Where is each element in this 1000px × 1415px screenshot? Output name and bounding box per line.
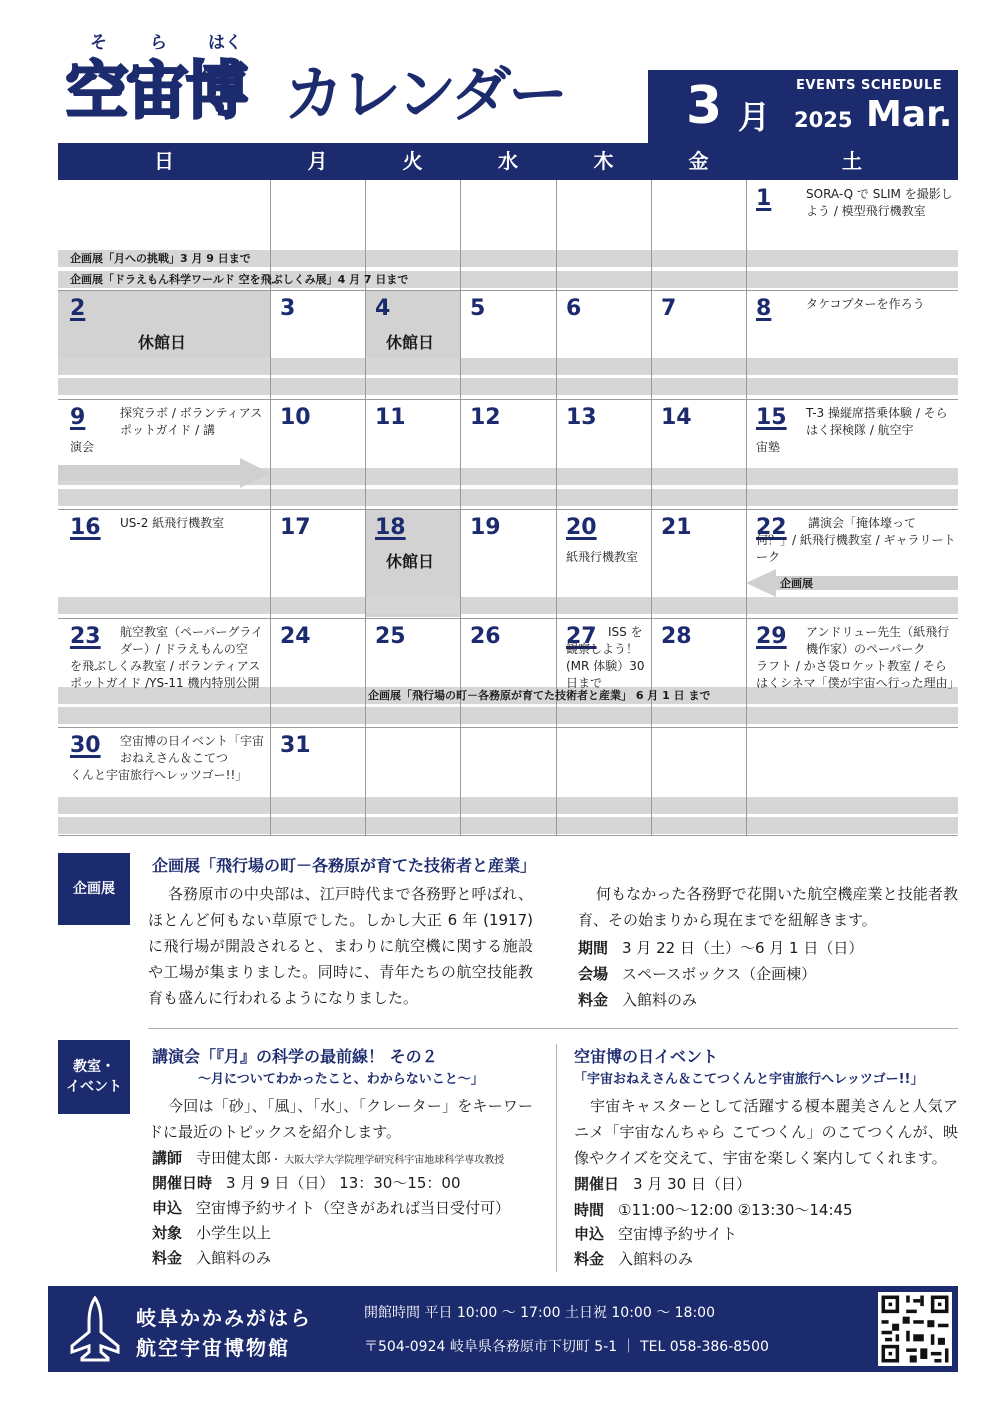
ruby-ra: ら <box>150 33 167 53</box>
day-24: 24 <box>280 624 311 649</box>
lecture-subtitle: ～月についてわかったこと、わからないこと～」 <box>198 1072 484 1087</box>
day-18: 18 <box>375 515 406 540</box>
event-30: 空宙博の日イベント「宇宙おねえさん＆こてつ <box>120 734 265 765</box>
month-english: Mar. <box>866 94 953 135</box>
lecture-target <box>152 1221 271 1245</box>
calendar-grid <box>58 180 958 836</box>
sorahaku-day-fee-value: 入館料のみ <box>618 1250 694 1268</box>
sorahaku-day-description: 宇宙キャスターとして活躍する榎本麗美さんと人気アニメ「宇宙なんちゃら こてつくん」のこてつくんが、映像やクイズを交えて、宇宙を楽しく案内してくれます。 <box>574 1097 958 1167</box>
grid-line <box>58 727 958 728</box>
exhibit-period <box>578 936 863 960</box>
ruby-haku: はく <box>208 33 242 53</box>
month-kanji: 月 <box>738 98 771 136</box>
museum-logo-icon <box>66 1296 124 1362</box>
day-6: 6 <box>566 296 582 321</box>
exhibit-period-value: 3 月 22 日（土）～6 月 1 日（日） <box>622 939 864 957</box>
weekday-sun: 日 <box>154 149 174 173</box>
weekday-fri: 金 <box>688 149 709 173</box>
sorahaku-day-apply-label: 申込 <box>574 1225 605 1243</box>
event-30-cont: くんと宇宙旅行へレッツゴー!!」 <box>70 768 248 782</box>
column-divider <box>556 1044 557 1272</box>
event-27: ISS を観察しよう！(MR 体験）30 日まで <box>566 625 645 690</box>
day-3: 3 <box>280 296 296 321</box>
lecture-target-label: 対象 <box>152 1224 183 1242</box>
day-5: 5 <box>470 296 486 321</box>
lecture-target-value: 小学生以上 <box>196 1224 272 1242</box>
day-21: 21 <box>661 515 692 540</box>
day-8: 8 <box>756 296 772 321</box>
day-13: 13 <box>566 405 597 430</box>
strip-exhibit-doraemon: 企画展「ドラえもん科学ワールド 空を飛ぶしくみ展」4 月 7 日まで <box>70 273 409 286</box>
exhibit-arrow-left-icon <box>746 569 958 597</box>
sorahaku-day-subtitle: 「宇宙おねえさん＆こてつくんと宇宙旅行へレッツゴー!!」 <box>574 1072 924 1087</box>
lecture-speaker-name: 寺田健太郎 <box>196 1149 272 1167</box>
event-9-cont: 演会 <box>70 440 95 454</box>
lecture-speaker-label: 講師 <box>152 1149 183 1167</box>
lecture-datetime-label: 開催日時 <box>152 1174 213 1192</box>
event-8: タケコプターを作ろう <box>806 297 925 311</box>
day-29: 29 <box>756 624 787 649</box>
section-divider <box>148 1028 958 1029</box>
event-20: 紙飛行機教室 <box>566 550 639 564</box>
sorahaku-day-time-label: 時間 <box>574 1201 605 1219</box>
sorahaku-day-time <box>574 1198 853 1222</box>
event-1: SORA-Q で SLIM を撮影しよう / 模型飛行機教室 <box>806 187 953 218</box>
lecture-speaker-affiliation: ・ 大阪大学大学院理学研究科宇宙地球科学専攻教授 <box>271 1155 505 1166</box>
day-25: 25 <box>375 624 406 649</box>
lecture-fee <box>152 1246 271 1270</box>
lecture-apply <box>152 1196 510 1220</box>
exhibit-fee-value: 入館料のみ <box>622 991 698 1009</box>
day-27: 27 <box>566 624 597 649</box>
day-7: 7 <box>661 296 677 321</box>
museum-name-line2: 航空宇宙博物館 <box>136 1336 290 1360</box>
strip-row <box>58 358 958 375</box>
weekday-wed: 水 <box>498 149 518 173</box>
grid-line <box>58 290 958 291</box>
day-17: 17 <box>280 515 311 540</box>
day-30: 30 <box>70 733 101 758</box>
lecture-fee-label: 料金 <box>152 1249 183 1267</box>
event-15-cont: 宙塾 <box>756 440 781 454</box>
exhibit-venue <box>578 962 816 986</box>
lecture-description: 今回は「砂」、「風」、「水」、「クレーター」をキーワードに最近のトピックスを紹介します。 <box>148 1097 533 1141</box>
event-23: 航空教室（ペーパーグライダー）/ ドラえもんの空 <box>120 625 264 656</box>
day-9: 9 <box>70 405 86 430</box>
sorahaku-day-date <box>574 1172 751 1196</box>
grid-line <box>58 618 958 619</box>
grid-line <box>58 399 958 400</box>
exhibit-arrow-right-icon <box>58 458 270 488</box>
month-number: 3 <box>686 76 723 136</box>
lecture-apply-label: 申込 <box>152 1199 183 1217</box>
strip-row <box>58 597 958 614</box>
weekday-thu: 木 <box>593 149 614 173</box>
class-event-tag-line2: イベント <box>66 1079 122 1095</box>
grid-line <box>460 180 461 836</box>
event-29: アンドリュー先生（紙飛行機作家）のペーパーク <box>806 625 950 656</box>
day-20: 20 <box>566 515 597 540</box>
grid-line <box>556 180 557 836</box>
strip-exhibit-airfield: 企画展「飛行場の町－各務原が育てた技術者と産業」 6 月 1 日 まで <box>368 689 711 702</box>
lecture-datetime <box>152 1171 461 1195</box>
event-16: US-2 紙飛行機教室 <box>120 516 225 530</box>
day-2: 2 <box>70 296 86 321</box>
year: 2025 <box>794 108 853 132</box>
day-16: 16 <box>70 515 101 540</box>
strip-row <box>58 797 958 814</box>
strip-exhibit-moon: 企画展「月への挑戦」3 月 9 日まで <box>70 252 251 265</box>
exhibit-fee-label: 料金 <box>578 991 609 1009</box>
sorahaku-day-date-label: 開催日 <box>574 1175 620 1193</box>
event-15: T-3 操縦席搭乗体験 / そらはく探検隊 / 航空宇 <box>806 406 948 437</box>
events-schedule-label: EVENTS SCHEDULE <box>796 78 943 93</box>
day-4: 4 <box>375 296 391 321</box>
exhibit-venue-value: スペースボックス（企画棟） <box>622 965 817 983</box>
lecture-fee-value: 入館料のみ <box>196 1249 272 1267</box>
event-29-cont: ラフト / かさ袋ロケット教室 / そらはくシネマ「僕が宇宙へ行った理由」 <box>756 659 960 690</box>
strip-row <box>58 489 958 506</box>
opening-hours: 開館時間 平日 10:00 ～ 17:00 土日祝 10:00 ～ 18:00 <box>364 1305 715 1321</box>
weekday-bar <box>58 143 958 180</box>
weekday-tue: 火 <box>402 149 423 173</box>
day-15: 15 <box>756 405 787 430</box>
day-19: 19 <box>470 515 501 540</box>
ruby-so: そ <box>90 33 107 53</box>
day-12: 12 <box>470 405 501 430</box>
exhibit-tag: 企画展 <box>58 853 130 925</box>
day-31: 31 <box>280 733 311 758</box>
address-phone: 〒504-0924 岐阜県各務原市下切町 5-1 ｜ TEL 058-386-8500 <box>364 1339 769 1355</box>
exhibit-title: 企画展「飛行場の町－各務原が育てた技術者と産業」 <box>152 856 537 875</box>
closed-label-18: 休館日 <box>386 552 435 571</box>
footer <box>48 1286 958 1372</box>
exhibit-description-right: 何もなかった各務野で花開いた航空機産業と技能者教育、その始まりから現在までを紐解きます。 <box>578 885 958 929</box>
weekday-mon: 月 <box>307 149 328 173</box>
sorahaku-day-fee-label: 料金 <box>574 1250 605 1268</box>
day-11: 11 <box>375 405 406 430</box>
day-14: 14 <box>661 405 692 430</box>
day-1: 1 <box>756 186 772 211</box>
grid-line <box>651 180 652 836</box>
grid-line <box>58 509 958 510</box>
lecture-datetime-value: 3 月 9 日（日） 13：30～15：00 <box>226 1174 461 1192</box>
event-9: 探究ラボ / ボランティアスポットガイド / 講 <box>120 406 263 437</box>
sorahaku-day-apply <box>574 1222 737 1246</box>
lecture-speaker <box>152 1146 504 1173</box>
event-22: 講演会「掩体壕って何？」/ 紙飛行機教室 / ギャラリートーク <box>756 516 956 564</box>
logo-kanji: 空宙博 <box>66 54 247 127</box>
strip-row <box>58 707 958 724</box>
day-23: 23 <box>70 624 101 649</box>
museum-name-line1: 岐阜かかみがはら <box>136 1306 312 1330</box>
exhibit-description-left: 各務原市の中央部は、江戸時代まで各務野と呼ばれ、ほとんど何もない草原でした。しかし大正 6 年 (1917) に飛行場が開設されると、まわりに航空機に関する施設や工場が集まりました。同時に、青年たちの航空技能教育も盛んに行われるようになりました。 <box>148 885 533 1007</box>
logo-calendar-text: カレンダー <box>284 60 566 130</box>
grid-line <box>746 180 747 836</box>
sorahaku-day-date-value: 3 月 30 日（日） <box>633 1175 751 1193</box>
day-26: 26 <box>470 624 501 649</box>
strip-row <box>58 817 958 834</box>
day-28: 28 <box>661 624 692 649</box>
strip-exhibit-start: 企画展 <box>780 577 813 590</box>
event-23-cont: を飛ぶしくみ教室 / ボランティアスポットガイド /YS-11 機内特別公開 <box>70 659 261 690</box>
day-10: 10 <box>280 405 311 430</box>
exhibit-venue-label: 会場 <box>578 965 609 983</box>
exhibit-period-label: 期間 <box>578 939 609 957</box>
day-22: 22 <box>756 515 787 540</box>
grid-line <box>58 835 958 836</box>
exhibit-fee <box>578 988 697 1012</box>
qr-code-icon[interactable] <box>878 1292 952 1366</box>
strip-row <box>58 378 958 395</box>
closed-label-2: 休館日 <box>138 333 187 352</box>
sorahaku-day-title: 空宙博の日イベント <box>574 1047 719 1066</box>
sorahaku-day-time-value: ①11:00～12:00 ②13:30～14:45 <box>618 1201 853 1219</box>
sorahaku-day-apply-value: 空宙博予約サイト <box>618 1225 737 1243</box>
closed-label-4: 休館日 <box>386 333 435 352</box>
weekday-sat: 土 <box>842 149 862 173</box>
lecture-apply-value: 空宙博予約サイト（空きがあれば当日受付可） <box>196 1199 510 1217</box>
class-event-tag <box>58 1040 130 1114</box>
class-event-tag-line1: 教室・ <box>73 1059 115 1075</box>
sorahaku-day-fee <box>574 1247 693 1271</box>
lecture-title: 講演会「『月』の科学の最前線！ その２ <box>152 1047 438 1066</box>
